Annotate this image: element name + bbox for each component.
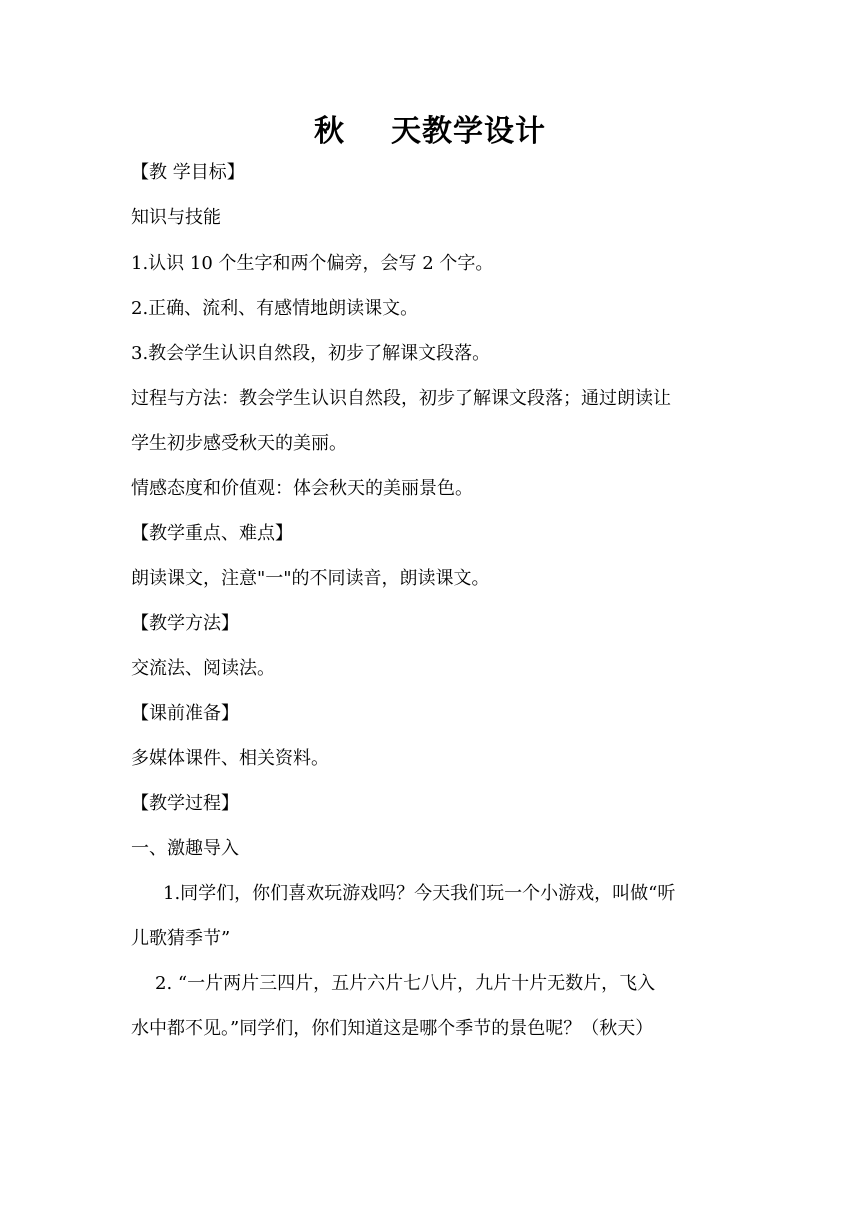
paragraph-process-method-line-2: 学生初步感受秋天的美丽。 [131,433,347,454]
objective-item-3: 3.教会学生认识自然段，初步了解课文段落。 [131,343,491,364]
paragraph-emotion-values: 情感态度和价值观：体会秋天的美丽景色。 [131,478,473,499]
section-heading-objectives: 【教 学目标】 [131,162,245,183]
subheading-intro: 一、激趣导入 [131,838,239,859]
paragraph-methods: 交流法、阅读法。 [131,658,275,679]
section-heading-process: 【教学过程】 [131,793,239,814]
section-heading-methods: 【教学方法】 [131,613,239,634]
process-step-2-line-1: 2. “一片两片三四片，五片六片七八片，九片十片无数片，飞入 [155,973,656,994]
process-step-1-line-2: 儿歌猜季节” [131,928,231,949]
section-heading-preparation: 【课前准备】 [131,703,239,724]
process-step-2-line-2: 水中都不见。”同学们，你们知道这是哪个季节的景色呢？（秋天） [131,1018,654,1039]
document-title [0,106,860,150]
title-part-2: 天教学设计 [391,114,546,149]
paragraph-key-points: 朗读课文，注意"一"的不同读音，朗读课文。 [131,568,490,589]
title-part-1: 秋 [314,114,345,149]
objective-item-1: 1.认识 10 个生字和两个偏旁，会写 2 个字。 [131,253,494,274]
objective-item-2: 2.正确、流利、有感情地朗读课文。 [131,298,419,319]
process-step-1-line-1: 1.同学们，你们喜欢玩游戏吗？今天我们玩一个小游戏，叫做“听 [163,883,676,904]
section-heading-key-points: 【教学重点、难点】 [131,523,293,544]
paragraph-preparation: 多媒体课件、相关资料。 [131,748,329,769]
paragraph-process-method-line-1: 过程与方法：教会学生认识自然段，初步了解课文段落；通过朗读让 [131,388,671,409]
paragraph-knowledge-skills: 知识与技能 [131,207,221,228]
